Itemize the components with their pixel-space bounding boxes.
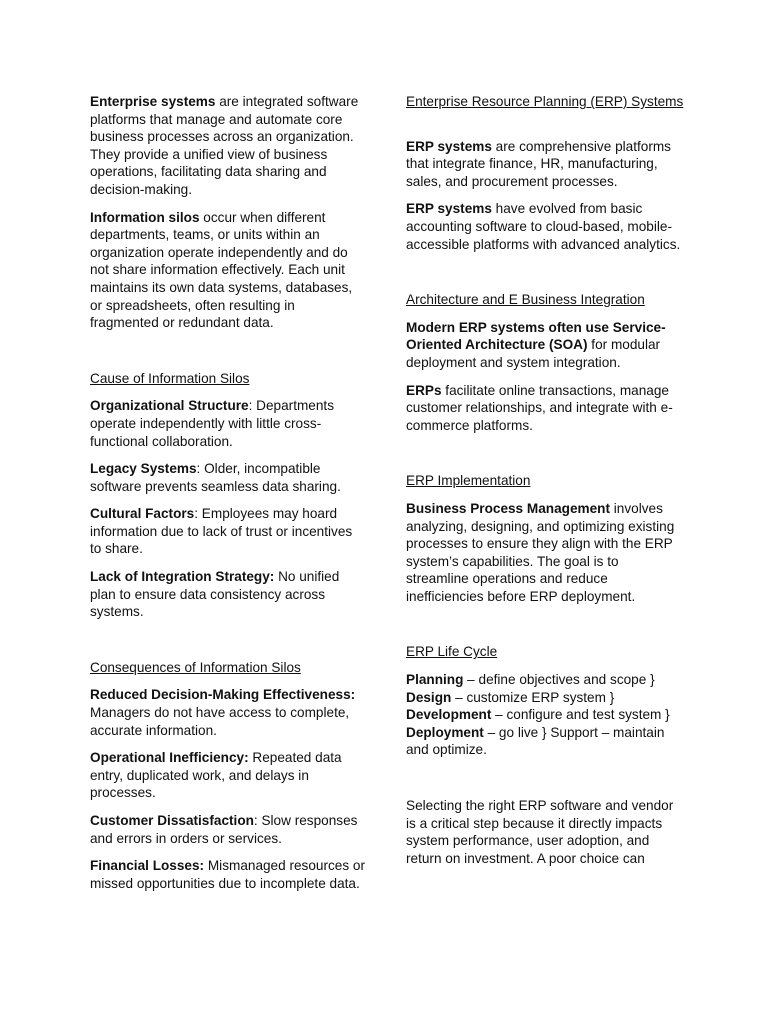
lifecycle-step: Design – customize ERP system } xyxy=(406,689,615,705)
consequences-heading: Consequences of Information Silos xyxy=(90,659,301,675)
term-information-silos: Information silos xyxy=(90,209,200,225)
lifecycle-list xyxy=(406,671,684,759)
consequence-item: Reduced Decision-Making Effectiveness: Managers do not have access to complete, accurate information. xyxy=(90,687,356,738)
architecture-paragraph: Modern ERP systems often use Service-Oriented Architecture (SOA) for modular deployment and system integration. xyxy=(406,319,666,370)
right-column xyxy=(406,93,684,877)
consequence-item: Customer Dissatisfaction: Slow responses and errors in orders or services. xyxy=(90,813,358,846)
lifecycle-step: Planning – define objectives and scope } xyxy=(406,672,655,688)
architecture-heading: Architecture and E Business Integration xyxy=(406,292,645,308)
closing-paragraph: Selecting the right ERP software and vendor is a critical step because it directly impacts system performance, user adoption, and return on investment. A poor choice can xyxy=(406,798,674,866)
consequence-item: Operational Inefficiency: Repeated data entry, duplicated work, and delays in processes. xyxy=(90,750,342,801)
erp-paragraph: ERP systems are comprehensive platforms that integrate finance, HR, manufacturing, sales, and procurement processes. xyxy=(406,138,671,189)
cause-item: Organizational Structure: Departments operate independently with little cross-functional collaboration. xyxy=(90,398,334,449)
intro-paragraph: Enterprise systems are integrated software platforms that manage and automate core business processes across an organization. They provide a unified view of business operations, facilitating data sharing and decision-making. xyxy=(90,94,359,197)
causes-heading: Cause of Information Silos xyxy=(90,370,250,386)
intro-paragraph: Information silos occur when different departments, teams, or units within an organization operate independently and do not share information effectively. Each unit maintains its own data systems, databases, or spreadsheets, often resulting in fragmented or redundant data. xyxy=(90,209,353,331)
lifecycle-step: Development – configure and test system } xyxy=(406,707,670,723)
term-enterprise-systems: Enterprise systems xyxy=(90,94,216,109)
erp-paragraph: ERP systems have evolved from basic accounting software to cloud-based, mobile-accessible platforms with advanced analytics. xyxy=(406,201,681,252)
implementation-heading: ERP Implementation xyxy=(406,473,531,489)
consequence-item: Financial Losses: Mismanaged resources or missed opportunities due to incomplete data. xyxy=(90,858,366,891)
architecture-paragraph: ERPs facilitate online transactions, manage customer relationships, and integrate with e-commerce platforms. xyxy=(406,382,673,433)
left-column xyxy=(90,93,365,902)
erp-heading: Enterprise Resource Planning (ERP) Systems xyxy=(406,94,684,109)
cause-item: Cultural Factors: Employees may hoard information due to lack of trust or incentives to share. xyxy=(90,506,353,557)
lifecycle-heading: ERP Life Cycle xyxy=(406,644,498,660)
cause-item: Legacy Systems: Older, incompatible software prevents seamless data sharing. xyxy=(90,461,341,494)
implementation-paragraph: Business Process Management involves analyzing, designing, and optimizing existing processes to ensure they align with the ERP system’s capabilities. The goal is to streamline operations and reduce inefficiencies before ERP deployment. xyxy=(406,500,675,604)
lifecycle-step: Deployment – go live } Support – maintain and optimize. xyxy=(406,724,665,758)
cause-item: Lack of Integration Strategy: No unified plan to ensure data consistency across systems. xyxy=(90,569,340,620)
